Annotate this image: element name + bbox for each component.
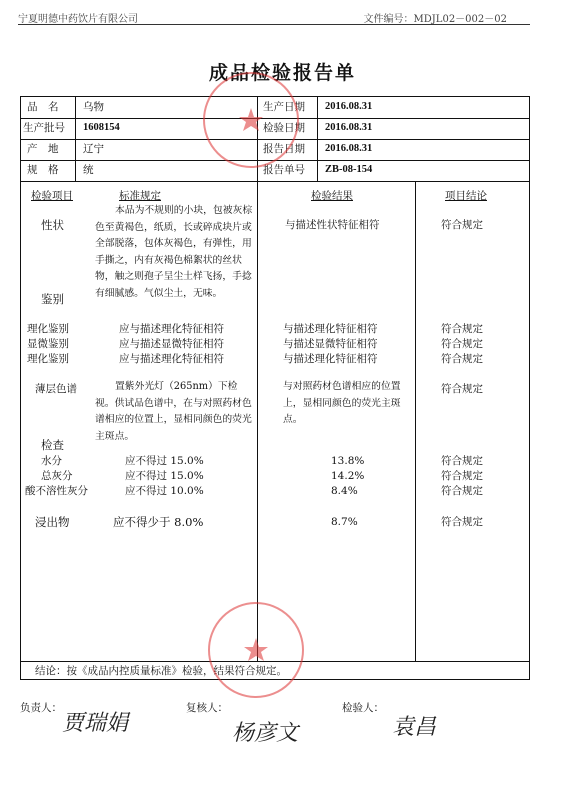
physchem2-standard: 应与描述理化特征相符 xyxy=(119,353,224,365)
ash-conclusion: 符合规定 xyxy=(441,470,483,482)
extract-conclusion: 符合规定 xyxy=(441,516,483,528)
name-value: 乌物 xyxy=(83,101,104,113)
header-rule xyxy=(18,24,530,25)
conclusion-text: 结论：按《成品内控质量标准》检验，结果符合规定。 xyxy=(35,665,287,677)
moisture-result: 13.8% xyxy=(331,455,365,467)
moisture-label: 水分 xyxy=(41,455,62,467)
col-divider xyxy=(257,181,258,661)
col-divider xyxy=(317,97,318,181)
report-date-label: 报告日期 xyxy=(263,143,305,155)
tlc-conclusion: 符合规定 xyxy=(441,383,483,395)
origin-value: 辽宁 xyxy=(83,143,104,155)
seal-star-icon xyxy=(205,74,297,166)
inspection-date-label: 检验日期 xyxy=(263,122,305,134)
col-header-conclusion: 项目结论 xyxy=(445,190,487,202)
production-date-label: 生产日期 xyxy=(263,101,305,113)
batch-label: 生产批号 xyxy=(23,122,65,134)
extract-standard: 应不得少于 8.0% xyxy=(113,515,204,529)
appearance-standard: 本品为不规则的小块，包被灰棕色至黄褐色，纸质，长或碎成块片或全部脱落，包体灰褐色，有弹性，用手撕之，内有灰褐色棉絮状的丝状物，触之则孢子呈尘土样飞扬，手捻有细腻感。气似尘土，无味。 xyxy=(95,205,253,299)
micro-label: 显微鉴别 xyxy=(27,338,69,350)
identification-label: 鉴别 xyxy=(41,292,64,306)
physchem-standard: 应与描述理化特征相符 xyxy=(119,323,224,335)
seal-star-icon xyxy=(210,604,302,696)
appearance-conclusion: 符合规定 xyxy=(441,219,483,231)
report-date-value: 2016.08.31 xyxy=(325,143,373,154)
company-header: 宁夏明德中药饮片有限公司 xyxy=(18,14,138,25)
col-header-standard: 标准规定 xyxy=(119,190,161,202)
production-date-value: 2016.08.31 xyxy=(325,101,373,112)
inspector-signature: 袁昌 xyxy=(392,715,437,740)
ash-label: 总灰分 xyxy=(41,470,73,482)
report-table xyxy=(20,96,530,680)
inspector-label: 检验人： xyxy=(342,702,384,714)
col-header-result: 检验结果 xyxy=(311,190,353,202)
micro-result: 与描述显微特征相符 xyxy=(283,338,378,350)
responsible-signature: 贾瑞娟 xyxy=(62,711,129,736)
inspection-date-value: 2016.08.31 xyxy=(325,122,373,133)
acid-ash-standard: 应不得过 10.0% xyxy=(125,485,204,497)
report-title: 成品检验报告单 xyxy=(208,62,356,84)
extract-label: 浸出物 xyxy=(35,515,70,529)
physchem-label: 理化鉴别 xyxy=(27,323,69,335)
acid-ash-result: 8.4% xyxy=(331,485,358,497)
check-label: 检查 xyxy=(41,438,64,452)
physchem-result: 与描述理化特征相符 xyxy=(283,323,378,335)
origin-label: 产 地 xyxy=(27,143,59,155)
reviewer-label: 复核人： xyxy=(186,702,228,714)
spec-label: 规 格 xyxy=(27,164,59,176)
moisture-standard: 应不得过 15.0% xyxy=(125,455,204,467)
report-number-value: ZB-08-154 xyxy=(325,164,373,175)
col-header-item: 检验项目 xyxy=(31,190,73,202)
appearance-label: 性状 xyxy=(41,218,64,232)
col-divider xyxy=(415,181,416,661)
tlc-result: 与对照药材色谱相应的位置上，显相同颜色的荧光主斑点。 xyxy=(283,381,401,425)
row-divider xyxy=(21,181,529,182)
col-divider xyxy=(75,97,76,181)
acid-ash-conclusion: 符合规定 xyxy=(441,485,483,497)
ash-result: 14.2% xyxy=(331,470,365,482)
extract-result: 8.7% xyxy=(331,516,358,528)
responsible-label: 负责人： xyxy=(20,702,62,714)
ash-standard: 应不得过 15.0% xyxy=(125,470,204,482)
micro-conclusion: 符合规定 xyxy=(441,338,483,350)
tlc-standard: 置紫外光灯（265nm）下检视。供试品色谱中，在与对照药材色谱相应的位置上，显相同颜色的荧光主斑点。 xyxy=(95,381,252,442)
tlc-label: 薄层色谱 xyxy=(35,383,77,395)
report-number-label: 报告单号 xyxy=(263,164,305,176)
name-label: 品 名 xyxy=(27,101,59,113)
document-number: 文件编号：MDJL02－002－02 xyxy=(363,14,507,25)
micro-standard: 应与描述显微特征相符 xyxy=(119,338,224,350)
reviewer-signature: 杨彦文 xyxy=(232,721,299,746)
physchem2-label: 理化鉴别 xyxy=(27,353,69,365)
moisture-conclusion: 符合规定 xyxy=(441,455,483,467)
physchem2-result: 与描述理化特征相符 xyxy=(283,353,378,365)
physchem-conclusion: 符合规定 xyxy=(441,323,483,335)
batch-value: 1608154 xyxy=(83,122,120,133)
acid-ash-label: 酸不溶性灰分 xyxy=(25,485,88,497)
physchem2-conclusion: 符合规定 xyxy=(441,353,483,365)
quality-seal-bottom xyxy=(208,602,304,698)
quality-seal-top xyxy=(203,72,299,168)
appearance-result: 与描述性状特征相符 xyxy=(285,219,380,231)
spec-value: 统 xyxy=(83,164,94,176)
